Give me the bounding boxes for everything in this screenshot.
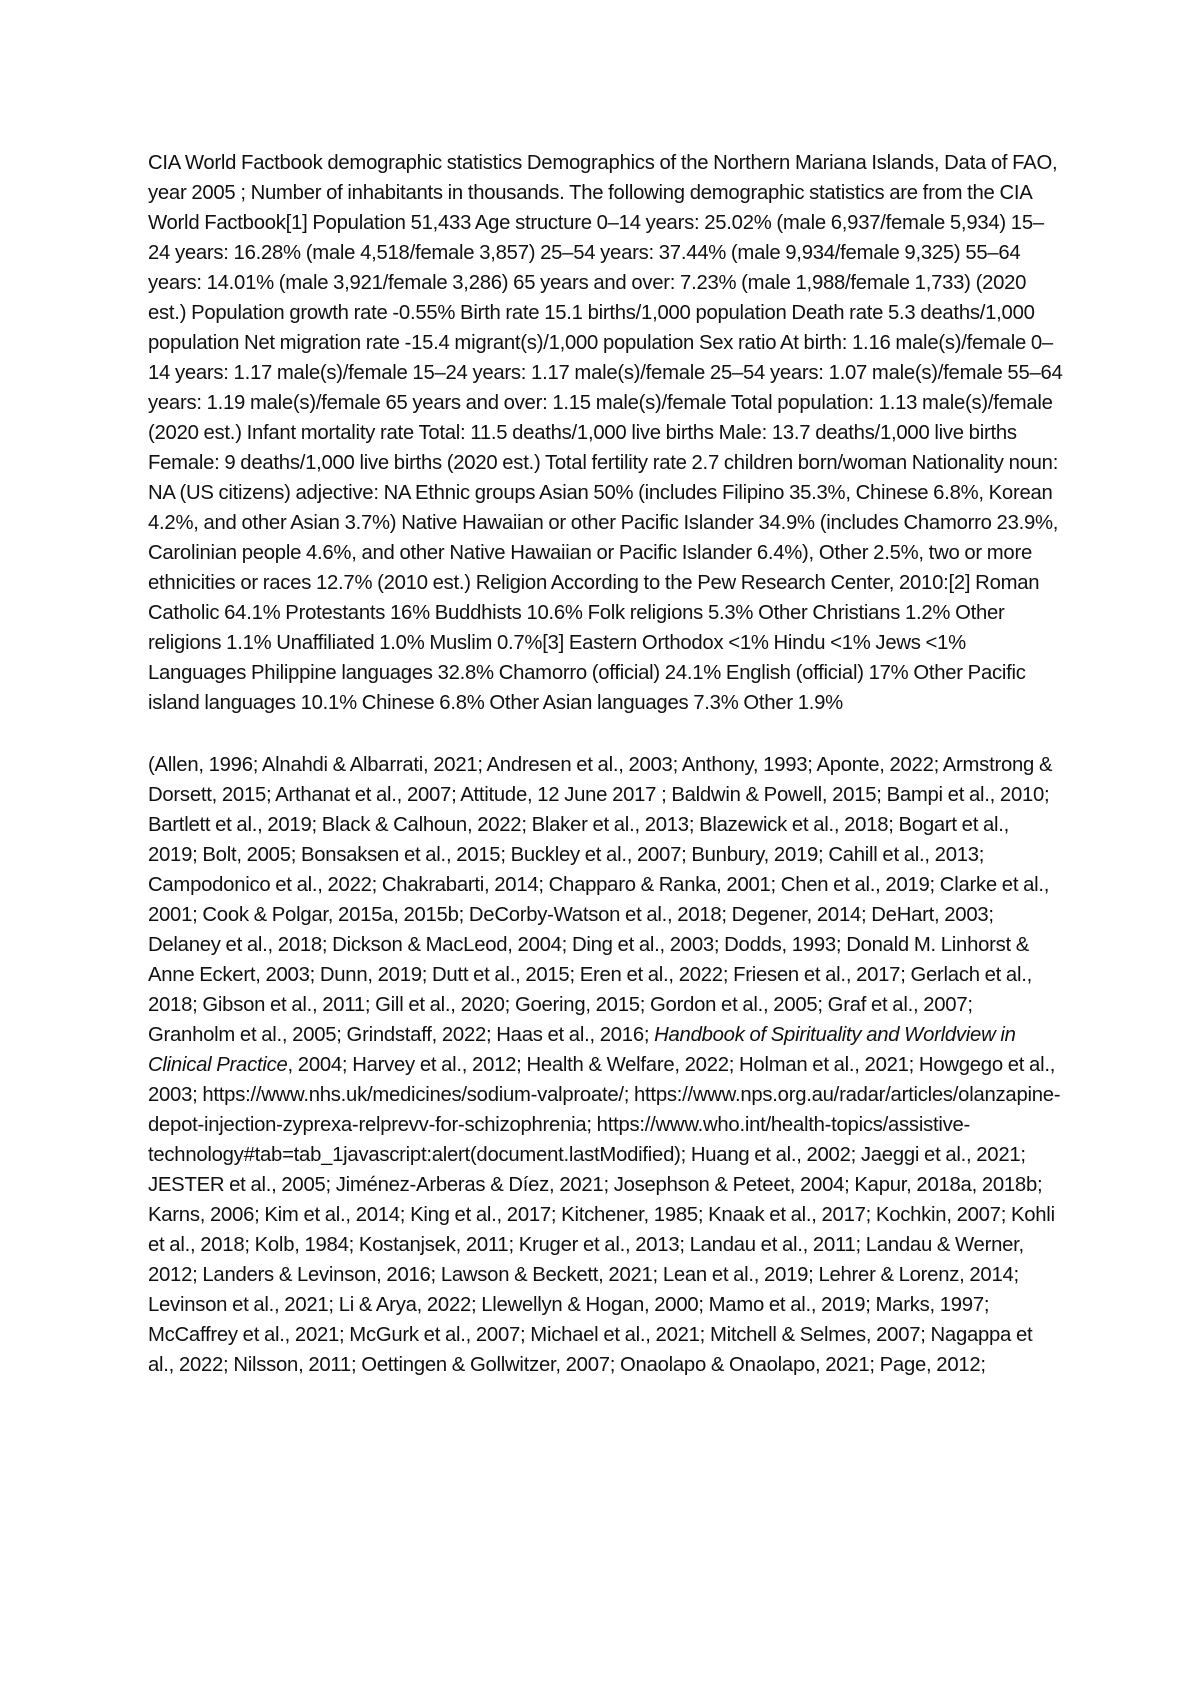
demographics-paragraph: CIA World Factbook demographic statistics Demographics of the Northern Mariana Islands, Data of FAO, year 2005 ; Number of inhabitants in thousands. The following demographic statistics are from the CIA World Factbook[1] Population 51,433 Age structure 0–14 years: 25.02% (male 6,937/female 5,934) 15–24 years: 16.28% (male 4,518/female 3,857) 25–54 years: 37.44% (male 9,934/female 9,325) 55–64 years: 14.01% (male 3,921/female 3,286) 65 years and over: 7.23% (male 1,988/female 1,733) (2020 est.) Population growth rate -0.55% Birth rate 15.1 births/1,000 population Death rate 5.3 deaths/1,000 population Net migration rate -15.4 migrant(s)/1,000 population Sex ratio At birth: 1.16 male(s)/female 0–14 years: 1.17 male(s)/female 15–24 years: 1.17 male(s)/female 25–54 years: 1.07 male(s)/female 55–64 years: 1.19 male(s)/female 65 years and over: 1.15 male(s)/female Total population: 1.13 male(s)/female (2020 est.) Infant mortality rate Total: 11.5 deaths/1,000 live births Male: 13.7 deaths/1,000 live births Female: 9 deaths/1,000 live births (2020 est.) Total fertility rate 2.7 children born/woman Nationality noun: NA (US citizens) adjective: NA Ethnic groups Asian 50% (includes Filipino 35.3%, Chinese 6.8%, Korean 4.2%, and other Asian 3.7%) Native Hawaiian or other Pacific Islander 34.9% (includes Chamorro 23.9%, Carolinian people 4.6%, and other Native Hawaiian or Pacific Islander 6.4%), Other 2.5%, two or more ethnicities or races 12.7% (2010 est.) Religion According to the Pew Research Center, 2010:[2] Roman Catholic 64.1% Protestants 16% Buddhists 10.6% Folk religions 5.3% Other Christians 1.2% Other religions 1.1% Unaffiliated 1.0% Muslim 0.7%[3] Eastern Orthodox <1% Hindu <1% Jews <1% Languages Philippine languages 32.8% Chamorro (official) 24.1% English (official) 17% Other Pacific island languages 10.1% Chinese 6.8% Other Asian languages 7.3% Other 1.9%: [148, 152, 1063, 714]
references-part-2: , 2004; Harvey et al., 2012; Health & Welfare, 2022; Holman et al., 2021; Howgego et al., 2003; https://www.nhs.uk/medicines/sodium-valproate/; https://www.nps.org.au/radar/articles/olanzapine-depot-injection-zyprexa-relprevv-for-schizophrenia; https://www.who.int/health-topics/assistive-technology#tab=tab_1javascript:alert(document.lastModified); Huang et al., 2002; Jaeggi et al., 2021; JESTER et al., 2005; Jiménez-Arberas & Díez, 2021; Josephson & Peteet, 2004; Kapur, 2018a, 2018b; Karns, 2006; Kim et al., 2014; King et al., 2017; Kitchener, 1985; Knaak et al., 2017; Kochkin, 2007; Kohli et al., 2018; Kolb, 1984; Kostanjsek, 2011; Kruger et al., 2013; Landau et al., 2011; Landau & Werner, 2012; Landers & Levinson, 2016; Lawson & Beckett, 2021; Lean et al., 2019; Lehrer & Lorenz, 2014; Levinson et al., 2021; Li & Arya, 2022; Llewellyn & Hogan, 2000; Mamo et al., 2019; Marks, 1997; McCaffrey et al., 2021; McGurk et al., 2007; Michael et al., 2021; Mitchell & Selmes, 2007; Nagappa et al., 2022; Nilsson, 2011; Oettingen & Gollwitzer, 2007; Onaolapo & Onaolapo, 2021; Page, 2012;: [148, 1054, 1061, 1376]
references-paragraph: [148, 750, 1063, 1380]
italic-book-title: Handbook of Spirituality and Worldview in Clinical Practice: [148, 1024, 1016, 1076]
document-page: [148, 148, 1063, 1380]
references-part-1: (Allen, 1996; Alnahdi & Albarrati, 2021; Andresen et al., 2003; Anthony, 1993; Aponte, 2022; Armstrong & Dorsett, 2015; Arthanat et al., 2007; Attitude, 12 June 2017 ; Baldwin & Powell, 2015; Bampi et al., 2010; Bartlett et al., 2019; Black & Calhoun, 2022; Blaker et al., 2013; Blazewick et al., 2018; Bogart et al., 2019; Bolt, 2005; Bonsaksen et al., 2015; Buckley et al., 2007; Bunbury, 2019; Cahill et al., 2013; Campodonico et al., 2022; Chakrabarti, 2014; Chapparo & Ranka, 2001; Chen et al., 2019; Clarke et al., 2001; Cook & Polgar, 2015a, 2015b; DeCorby-Watson et al., 2018; Degener, 2014; DeHart, 2003; Delaney et al., 2018; Dickson & MacLeod, 2004; Ding et al., 2003; Dodds, 1993; Donald M. Linhorst & Anne Eckert, 2003; Dunn, 2019; Dutt et al., 2015; Eren et al., 2022; Friesen et al., 2017; Gerlach et al., 2018; Gibson et al., 2011; Gill et al., 2020; Goering, 2015; Gordon et al., 2005; Graf et al., 2007; Granholm et al., 2005; Grindstaff, 2022; Haas et al., 2016;: [148, 754, 1053, 1046]
